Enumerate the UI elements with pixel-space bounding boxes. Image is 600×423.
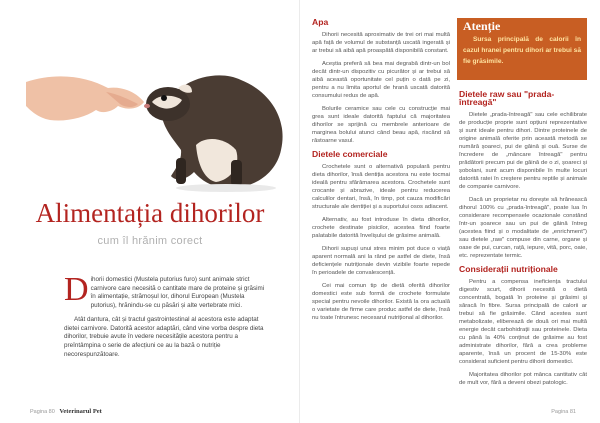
comerciale-paragraph-3: Dihorii supuși unui stres minim pot duce o viață aparent normală ani la rând pe astfel de diete, însă deficiențele nutriționale devin vizibile foarte repede în perioadele de convalescență. (312, 246, 450, 276)
callout-text: Sursa principală de calorii în cazul hranei pentru dihori ar trebui să fie grăsimile. (463, 36, 581, 65)
right-page (300, 0, 600, 423)
intro-paragraph-1: ihorii domestici (Mustela putorius furo) sunt animale strict carnivore care necesită o cantitate mare de proteine și grăsimi în alimentație, strămoșul lor, dihorul European (Mustela putorius), hrănindu-se cu păsări și alte vertebrate mici. (90, 276, 265, 310)
heading-apa: Apa (312, 17, 329, 27)
intro-paragraph-2: Atât dantura, cât și tractul gastrointestinal al acestora este adaptat dietei carnivore. Datorită acestor adaptări, când vine vorba despre dieta dihorilor, trebuie avute în vedere necesitățile acestora pentru a preîntâmpina o serie de afecțiuni ce au la bază o nutriție necorespunzătoare. (64, 315, 264, 358)
ferret-leg-back (231, 160, 242, 186)
page-number-left: Pagina 80 (30, 409, 55, 415)
column-2 (459, 18, 587, 392)
intro-text (64, 271, 266, 364)
apa-paragraph-1: Dihorii necesită aproximativ de trei ori mai multă apă față de volumul de substanță uscată ingerată și ar trebui să aibă apă proaspătă disponibilă constant. (312, 32, 450, 54)
apa-paragraph-2: Aceștia preferă să bea mai degrabă dintr-un bol decât dintr-un dispozitiv cu picurător și ar trebui să aibă această oportunitate cel puțin o dată pe zi, pentru a nu limita aportul de hrană uscată datorită consumului redus de apă. (312, 61, 450, 99)
heading-dietele-comerciale: Dietele comerciale (312, 149, 388, 159)
ferret-hand-photo (26, 40, 294, 195)
article-title: Alimentația dihorilor (35, 198, 265, 228)
comerciale-paragraph-1: Crochetele sunt o alternativă populară pentru dieta dihorilor, însă dentiția acestora nu este tocmai ideală pentru sfărâmarea acestora. Crochetele sunt crocante și abrazive, ideale pentru reducerea calculilor dentari, însă, în timp, pot cauza modificări structurale ale dentiției și a suportului osos adiacent. (312, 164, 450, 210)
page-number-right: Pagina 81 (551, 409, 576, 415)
dropcap: D (64, 271, 89, 308)
ferret-nose (144, 104, 150, 108)
magazine-brand: Veterinarul Pet (59, 408, 102, 415)
comerciale-paragraph-4: Cei mai comun tip de dietă oferită dihorilor domestici este sub formă de crochete formulate special pentru nevoile dihorilor. Există la ora actuală o varietate de firme care produc astfel de diete, însă nu toate întrunesc necesarul nutrițional al dihorilor. (312, 283, 450, 321)
ferret-shadow (176, 184, 276, 192)
heading-consideratii-nutritionale: Considerații nutriționale (459, 264, 558, 274)
raw-paragraph-1: Dietele „prada-întreagă" sau cele echilibrate de producție proprie sunt opțiuni reprezentative și sunt ideale pentru dihori. Dintre proteinele de origine animală oferite prin această metodă se numără șoareci, pui de găină și ouă. Surse de încredere de „mâncare întreagă" pentru prădătorii precum pui de găină de o zi, șoareci și șobolani, sunt acum disponibile în multe locuri datorită ratei în creștere pentru reptile și animale de companie carnivore. (459, 112, 587, 190)
ferret-eye (161, 95, 167, 101)
raw-paragraph-2: Dacă un proprietar nu dorește să hrănească dihorul 100% cu „prada-întreagă", poate lua în considerare recompensele ocazionale constând într-un șoarece sau un pui de găină întreg (acestea fiind și o modalitate de „enrichment") sau dietele „raw" compuse din carne, organe și oase de pui, curcan, rață, iepure, vită, porc, oaie, etc. reprezentate termic. (459, 197, 587, 259)
article-subtitle: cum îl hrănim corect (97, 235, 203, 247)
nutritional-paragraph-1: Pentru a compensa ineficiența tractului digestiv scurt, dihorii necesită o dietă concentrată, bogată în proteine și grăsimi și săracă în fibre. Sursa principală de calorii ar trebui să fie grăsimile. Când acestea sunt metabolizate, eliberează de două ori mai multă energie decât carbohidrații sau proteinele. Dieta cu până la 40% conținut de grăsime au fost administrate dihorilor, fără a crea probleme aparente, însă un procent de 15-30% este considerat suficient pentru dihorii domestici. (459, 279, 587, 365)
nutritional-paragraph-2: Majoritatea dihorilor pot mânca cantitativ cât de mult vor, fără a deveni obezi patologic. (459, 372, 587, 386)
heading-dietele-raw: Dietele raw sau "prada-întreagă" (459, 89, 555, 107)
hand-shape (26, 76, 144, 120)
callout-title: Atenție (463, 19, 501, 33)
ferret-leg-front (176, 158, 186, 184)
column-1 (312, 18, 450, 327)
apa-paragraph-3: Bolurile ceramice sau cele cu construcție mai grea sunt ideale datorită faptului că majoritatea dihorilor se sprijină cu membrele anterioare de marginea bolului atunci când beau apă, riscând să răstoarne vasul. (312, 106, 450, 144)
attention-callout (457, 18, 587, 80)
comerciale-paragraph-2: Alternativ, au fost introduse în dieta dihorilor, crochete destinate pisicilor, acestea fiind foarte palatabile datorită învelișului de grăsime animală. (312, 217, 450, 239)
left-footer (30, 408, 102, 415)
